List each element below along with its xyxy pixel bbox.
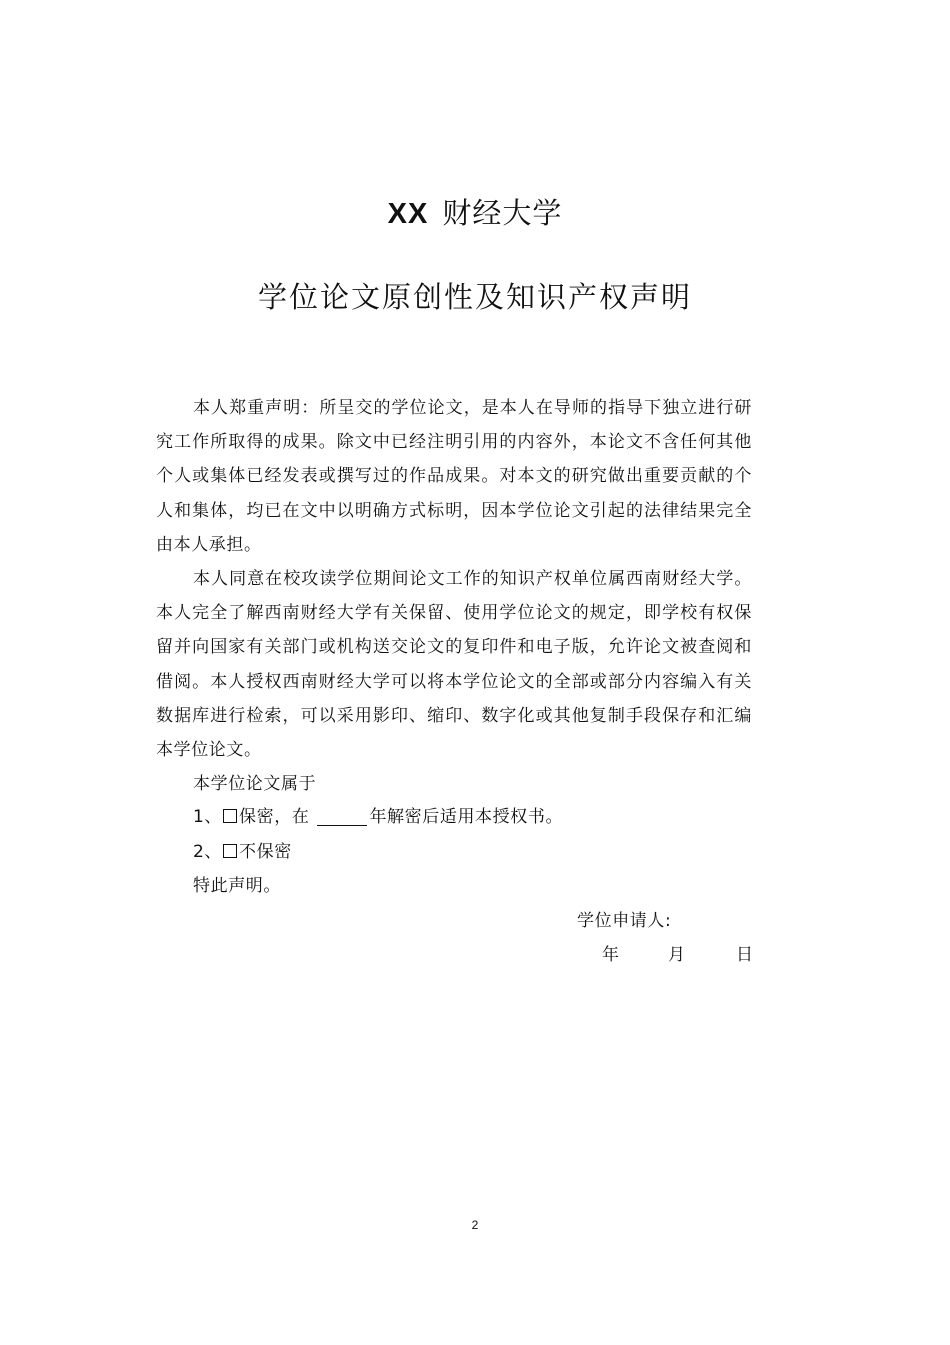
option-1-suffix: 年解密后适用本授权书。 bbox=[369, 807, 564, 827]
applicant-label: 学位申请人: bbox=[577, 911, 672, 931]
day-label: 日 bbox=[736, 945, 753, 965]
option-2-text: 不保密 bbox=[239, 842, 292, 862]
option-not-confidential bbox=[193, 835, 292, 869]
confidential-checkbox[interactable] bbox=[223, 809, 237, 823]
ip-paragraph: 本人同意在校攻读学位期间论文工作的知识产权单位属西南财经大学。本人完全了解西南财经大学有关保留、使用学位论文的规定，即学校有权保留并向国家有关部门或机构送交论文的复印件和电子版，允许论文被查阅和借阅。本人授权西南财经大学可以将本学位论文的全部或部分内容编入有关数据库进行检索，可以采用影印、缩印、数字化或其他复制手段保存和汇编本学位论文。 bbox=[156, 569, 752, 761]
month-label: 月 bbox=[668, 945, 685, 965]
declaration-title: 学位论文原创性及知识产权声明 bbox=[257, 280, 692, 314]
option-1-text: 保密，在 bbox=[239, 807, 310, 827]
option-confidential bbox=[193, 800, 563, 834]
declassify-year-blank[interactable] bbox=[317, 807, 367, 826]
not-confidential-checkbox[interactable] bbox=[223, 844, 237, 858]
option-2-number: 2、 bbox=[193, 842, 223, 862]
page-number: 2 bbox=[471, 1218, 479, 1232]
declaration-body bbox=[156, 391, 752, 767]
university-name: 财经大学 bbox=[442, 196, 563, 230]
classification-label: 本学位论文属于 bbox=[193, 774, 317, 794]
originality-paragraph: 本人郑重声明：所呈交的学位论文，是本人在导师的指导下独立进行研究工作所取得的成果。除文中已经注明引用的内容外，本论文不含任何其他个人或集体已经发表或撰写过的作品成果。对本文的研究做出重要贡献的个人和集体，均已在文中以明确方式标明，因本学位论文引起的法律结果完全由本人承担。 bbox=[156, 398, 752, 555]
university-title bbox=[0, 193, 950, 234]
closing-statement: 特此声明。 bbox=[193, 876, 281, 896]
year-label: 年 bbox=[602, 945, 619, 965]
option-1-number: 1、 bbox=[193, 807, 223, 827]
university-prefix: XX bbox=[387, 198, 429, 230]
